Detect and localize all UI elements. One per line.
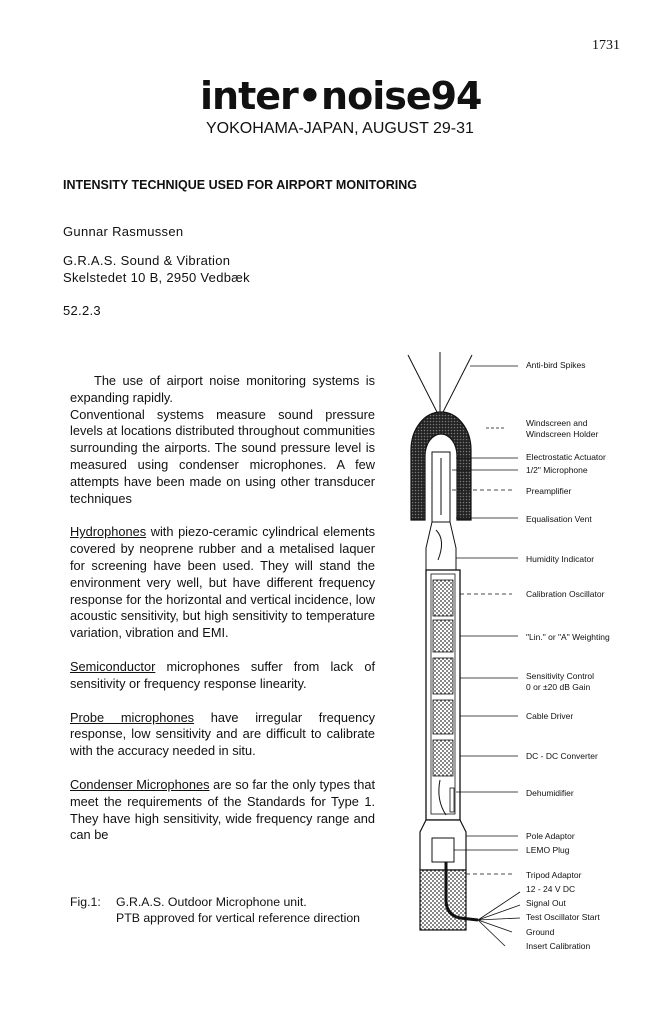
caption-line-1: G.R.A.S. Outdoor Microphone unit.: [116, 895, 307, 909]
label-preamplifier: Preamplifier: [526, 486, 572, 496]
label-signal-out: Signal Out: [526, 898, 566, 908]
conference-logo: inter•noise94: [200, 74, 482, 118]
probe-heading: Probe microphones: [70, 709, 195, 725]
label-weighting: "Lin." or "A" Weighting: [526, 632, 610, 642]
label-electrostatic-actuator: Electrostatic Actuator: [526, 452, 606, 462]
label-windscreen: Windscreen and Windscreen Holder: [526, 418, 599, 439]
page-number: 1731: [592, 38, 620, 53]
dehumidifier: [450, 788, 454, 812]
label-lemo-plug: LEMO Plug: [526, 845, 570, 855]
signal-wires: [478, 892, 520, 946]
label-microphone: 1/2" Microphone: [526, 465, 588, 475]
label-humidity-indicator: Humidity Indicator: [526, 554, 595, 564]
label-dehumidifier: Dehumidifier: [526, 788, 574, 798]
figure-label: Fig.1:: [70, 895, 101, 909]
conference-location: YOKOHAMA-JAPAN, AUGUST 29-31: [206, 120, 474, 137]
label-test-oscillator: Test Oscillator Start: [526, 912, 600, 922]
probe-text: have irregular frequency response, low sensitivity and are difficult to calibrate with the accuracy needed in situ.: [70, 709, 375, 759]
paper-title: INTENSITY TECHNIQUE USED FOR AIRPORT MONITORING: [63, 178, 417, 192]
condenser-text: are so far the only types that meet the requirements of the Standards for Type 1. They have high sensitivity, wide frequency range and can be: [70, 776, 375, 843]
label-ground: Ground: [526, 927, 555, 937]
paragraph-intro: The use of airport noise monitoring systems is expanding rapidly.: [70, 373, 375, 405]
label-anti-bird-spikes: Anti-bird Spikes: [526, 360, 586, 370]
label-cable-driver: Cable Driver: [526, 711, 574, 721]
tripod-adaptor: [420, 870, 466, 930]
affiliation-line-2: Skelstedet 10 B, 2950 Vedbæk: [63, 270, 250, 285]
hydrophones-heading: Hydrophones: [70, 524, 147, 540]
author: Gunnar Rasmussen: [63, 224, 184, 239]
label-sensitivity-control: Sensitivity Control 0 or ±20 dB Gain: [526, 671, 595, 692]
semiconductor-heading: Semiconductor: [70, 658, 156, 674]
hydrophones-text: with piezo-ceramic cylindrical elements covered by neoprene rubber and a metalised laquer for screening have been used. They will stand the environment very well, but have different frequency response for the horizontal and vertical incidence, low acoustic sensitivity, but high sensitivity to temperature variation, vibration and EMI.: [70, 524, 375, 641]
affiliation-line-1: G.R.A.S. Sound & Vibration: [63, 253, 231, 268]
label-dc-dc-converter: DC - DC Converter: [526, 751, 598, 761]
label-tripod-adaptor: Tripod Adaptor: [526, 870, 582, 880]
lemo-plug: [432, 838, 454, 862]
paragraph-conventional: Conventional systems measure sound pressure levels at locations distributed throughout communities surrounding the airports. The sound pressure level is measured using condenser microphones. A few attempts have been made on using other transducer techniques: [70, 406, 375, 506]
condenser-heading: Condenser Microphones: [70, 776, 210, 792]
paper-code: 52.2.3: [63, 303, 101, 318]
label-pole-adaptor: Pole Adaptor: [526, 831, 575, 841]
label-insert-calibration: Insert Calibration: [526, 941, 591, 951]
semiconductor-text: microphones suffer from lack of sensitivity or frequency response linearity.: [70, 658, 375, 691]
label-power: 12 - 24 V DC: [526, 884, 576, 894]
anti-bird-spikes: [408, 352, 472, 418]
circuit-boards: [433, 580, 453, 776]
label-calibration-oscillator: Calibration Oscillator: [526, 589, 605, 599]
label-equalisation-vent: Equalisation Vent: [526, 514, 592, 524]
caption-line-2: PTB approved for vertical reference direction: [116, 911, 361, 925]
